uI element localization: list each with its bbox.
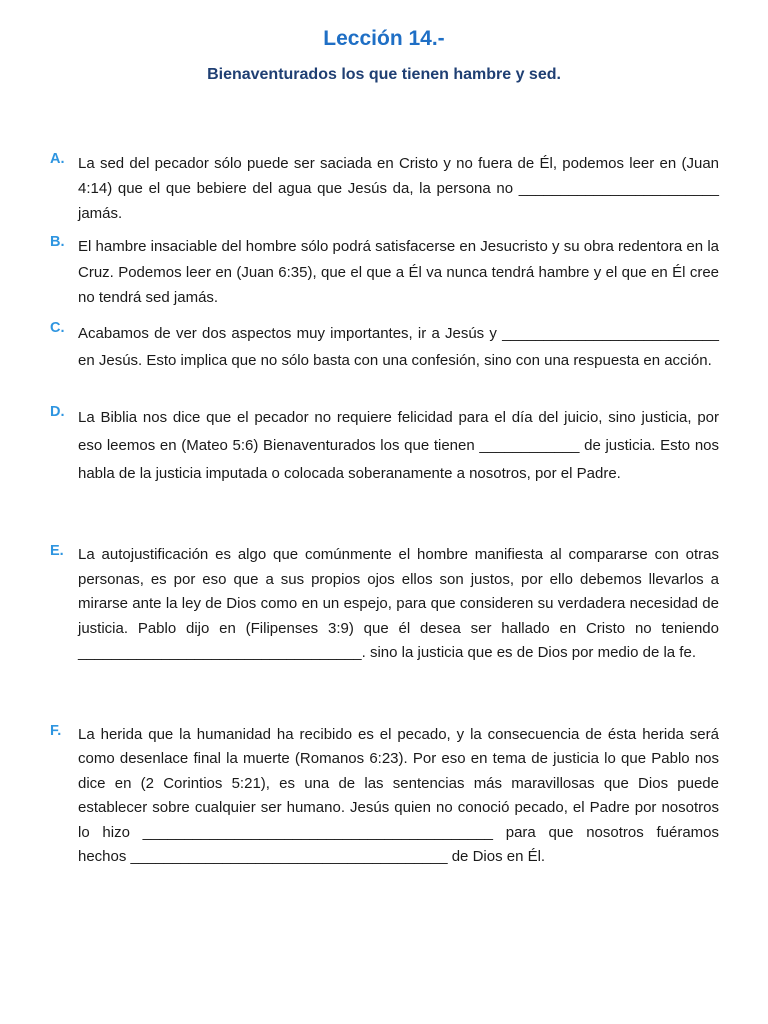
item-letter: C. [50,320,65,336]
item-text: La autojustificación es algo que comúnmente el hombre manifiesta al compararse con otras personas, es por eso que a sus propios ojos ellos son justos, por ello debemos llevarlos a mirarse ante la ley de Dios como en un espejo, para que consideren su verdadera necesidad de justicia. Pablo dijo en (Filipenses 3:9) que él desea ser hallado en Cristo no teniendo __________________________________. sino la justicia que es de Dios por medio de la fe. [78,546,719,662]
item-text: La herida que la humanidad ha recibido es el pecado, y la consecuencia de ésta herida será como desenlace final la muerte (Romanos 6:23). Por eso en tema de justicia lo que Pablo nos dice en (2 Corintios 5:21), es una de las sentencias más maravillosas que Dios puede establecer sobre cualquier ser humano. Jesús quien no conoció pecado, el Padre por nosotros lo hizo __________________________________________ para que nosotros fuéramos hechos ______________________________________ de Dios en Él. [78,726,719,866]
item-letter: B. [50,234,65,250]
item-text: Acabamos de ver dos aspectos muy importantes, ir a Jesús y __________________________ en Jesús. Esto implica que no sólo basta con una confesión, sino con una respuesta en acción. [78,325,719,369]
item-letter: E. [50,543,64,559]
item-letter: A. [50,151,65,167]
item-text: La Biblia nos dice que el pecador no requiere felicidad para el día del juicio, sino justicia, por eso leemos en (Mateo 5:6) Bienaventurados los que tienen ____________ de justicia. Esto nos habla de la justicia imputada o colocada soberanamente a nosotros, por el Padre. [78,409,719,482]
item-letter: F. [50,723,62,739]
item-text: El hambre insaciable del hombre sólo podrá satisfacerse en Jesucristo y su obra redentora en la Cruz. Podemos leer en (Juan 6:35), que el que a Él va nunca tendrá hambre y el que en Él cree no tendrá sed jamás. [78,238,719,306]
item-text: La sed del pecador sólo puede ser saciada en Cristo y no fuera de Él, podemos leer en (Juan 4:14) que el que bebiere del agua que Jesús da, la persona no ________________________ jamás. [78,155,719,222]
lesson-subtitle: Bienaventurados los que tienen hambre y sed. [207,66,561,83]
item-letter: D. [50,404,65,420]
lesson-title: Lección 14.- [323,27,445,50]
